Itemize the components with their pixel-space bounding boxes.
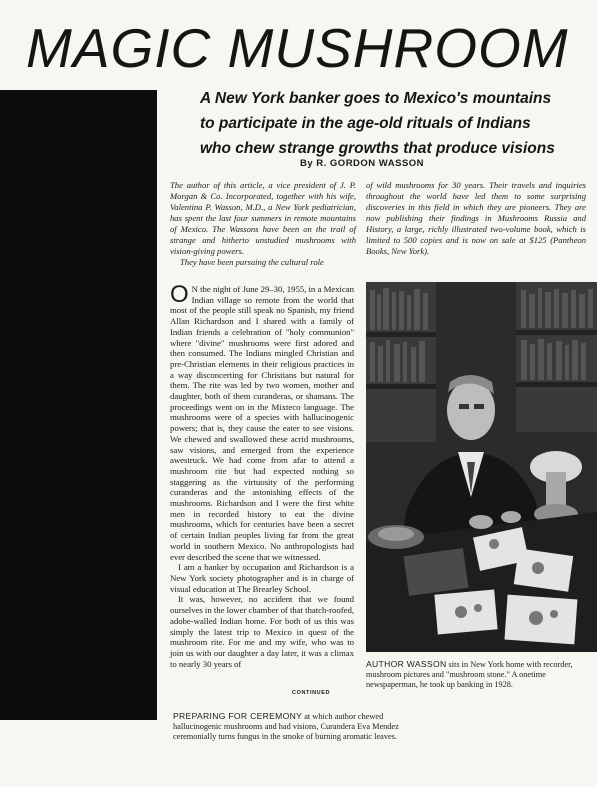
article-paragraph: I am a banker by occupation and Richardson is a New York society photographer and is in charge of visual education at The Brearley School. bbox=[170, 562, 354, 594]
caption-text: at which author chewed hallucinogenic mushrooms and had visions, Curandera Eva Mendez ceremonially turns fungus in the smoke of burning aromatic leaves. bbox=[173, 712, 399, 741]
caption-text: sits in New York home with recorder, mushroom pictures and "mushroom stone." A onetime newspaperman, he took up banking in 1928. bbox=[366, 660, 573, 689]
article-paragraph: It was, however, no accident that we found ourselves in the lower chamber of that thatch-roofed, adobe-walled Indian home. For both of us this was simply the latest trip to Mexico in quest of the mushroom rite. For me and my wife, who was to join us with our daughter a day later, it was a climax to nearly 30 years of bbox=[170, 594, 354, 669]
caption-lead: AUTHOR WASSON bbox=[366, 659, 447, 669]
intro-paragraph: of wild mushrooms for 30 years. Their travels and inquiries throughout the world have led them to some surprising discoveries in this field in which they are pioneers. They are now publishing their findings in Mushrooms Russia and History, a large, richly illustrated two-volume book, which is limited to 500 copies and is now on sale at $125 (Pantheon Books, New York). bbox=[366, 180, 586, 256]
article-subtitle bbox=[200, 86, 590, 161]
continued-label: CONTINUED bbox=[292, 690, 331, 696]
article-paragraph bbox=[170, 281, 354, 562]
byline: By R. GORDON WASSON bbox=[300, 158, 425, 169]
drop-cap: O bbox=[170, 281, 189, 308]
intro-paragraph: They have been pursuing the cultural role bbox=[180, 257, 324, 267]
subtitle-line: who chew strange growths that produce visions bbox=[200, 140, 555, 157]
paragraph-text: N the night of June 29–30, 1955, in a Mexican Indian village so remote from the world that most of the people still speak no Spanish, my friend Allan Richardson and I shared with a family of Indian friends a celebration of "holy communion" where "divine" mushrooms were first adored and then consumed. The Indians mingled Christian and pre-Christian elements in their religious practices in a way disconcerting for Christians but natural for them. The rite was led by two women, mother and daughter, both of them curanderas, or shamans. The proceedings went on in the Mixteco language. The mushrooms were of a species with hallucinogenic powers; that is, they cause the eater to see visions. We chewed and swallowed these acrid mushrooms, saw visions, and emerged from the experience awestruck. We had come from afar to attend a mushroom rite but had expected nothing so staggering as the virtuosity of the performing curanderas and the astonishing effects of the mushrooms. Richardson and I were the first white men in recorded history to eat the divine mushrooms, which for centuries have been a secret of certain Indian peoples living far from the great world in southern Mexico. No anthropologists had ever described the scene that we witnessed. bbox=[170, 284, 354, 562]
photo-caption bbox=[366, 659, 592, 690]
article-title: MAGIC MUSHROOM bbox=[26, 17, 569, 79]
author-photo bbox=[366, 282, 597, 652]
intro-column-left bbox=[170, 180, 356, 268]
author-photo-illustration bbox=[366, 282, 597, 652]
article-body bbox=[170, 281, 354, 669]
intro-column-right bbox=[366, 180, 586, 257]
subtitle-line: A New York banker goes to Mexico's mountains bbox=[200, 90, 552, 107]
subtitle-line: to participate in the age-old rituals of Indians bbox=[200, 115, 531, 132]
ceremony-caption bbox=[173, 711, 413, 742]
caption-lead: PREPARING FOR CEREMONY bbox=[173, 711, 303, 721]
black-photo-panel bbox=[0, 90, 157, 720]
intro-paragraph: The author of this article, a vice president of J. P. Morgan & Co. Incorporated, together with his wife, Valentina P. Wasson, M.D., a New York pediatrician, has spent the last four summers in remote mountains of Mexico. The Wassons have been on the trail of strange and hitherto unstudied mushrooms with vision-giving powers. bbox=[170, 180, 356, 256]
